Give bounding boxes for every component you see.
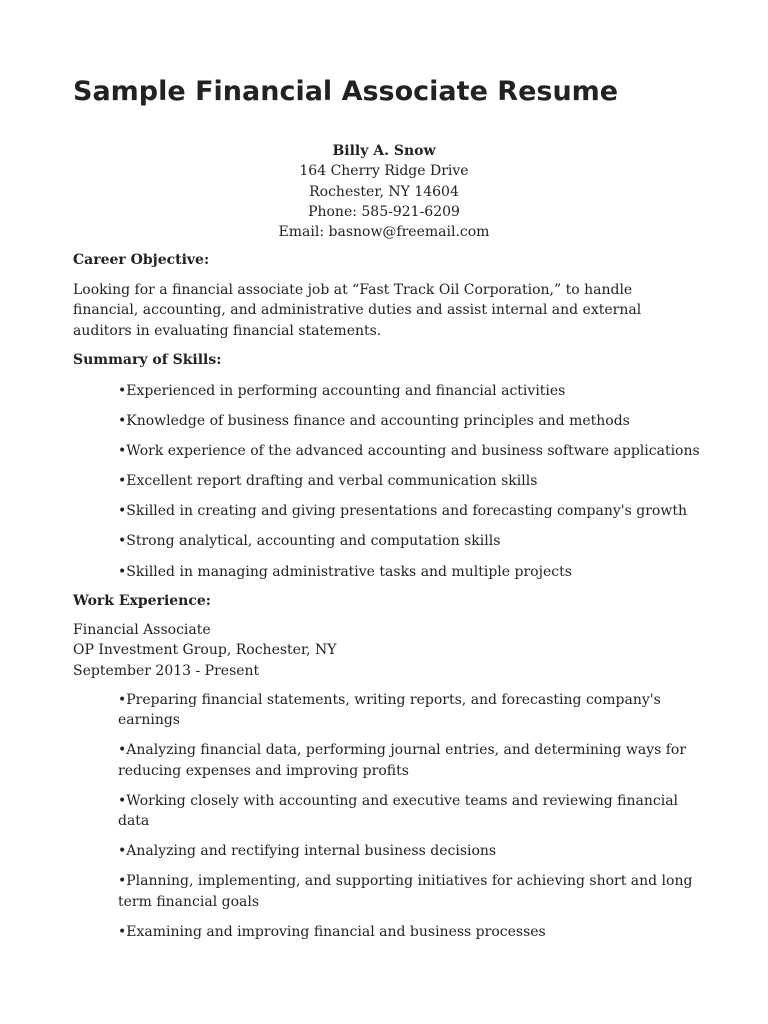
skill-text: Strong analytical, accounting and computation skills <box>126 533 501 550</box>
work-duties-list <box>118 690 703 942</box>
list-item <box>118 411 703 431</box>
duty-text: Analyzing and rectifying internal business decisions <box>126 843 497 860</box>
bullet-icon: • <box>118 843 127 860</box>
job-period: September 2013 - Present <box>73 662 260 679</box>
list-item <box>118 381 703 401</box>
skill-text: Excellent report drafting and verbal communication skills <box>126 473 538 490</box>
duty-text: Analyzing financial data, performing journal entries, and determining ways for reducing expenses and improving profits <box>118 742 687 779</box>
work-experience-heading: Work Experience: <box>73 593 211 609</box>
bullet-icon: • <box>118 742 127 759</box>
skill-text: Knowledge of business finance and accounting principles and methods <box>126 413 630 430</box>
list-item <box>118 740 703 781</box>
contact-phone: Phone: 585-921-6209 <box>308 203 460 220</box>
job-block <box>73 620 693 681</box>
duty-text: Examining and improving financial and business processes <box>126 923 546 940</box>
skills-list <box>118 381 703 582</box>
contact-email: Email: basnow@freemail.com <box>278 224 490 241</box>
duty-text: Working closely with accounting and executive teams and reviewing financial data <box>118 792 679 830</box>
list-item <box>118 871 703 912</box>
list-item <box>118 791 703 832</box>
duty-text: Preparing financial statements, writing reports, and forecasting company's earnings <box>118 692 661 729</box>
career-objective-heading: Career Objective: <box>73 252 210 268</box>
bullet-icon: • <box>118 383 127 399</box>
duty-text: Planning, implementing, and supporting initiatives for achieving short and long term financial goals <box>118 873 693 910</box>
list-item <box>118 562 703 582</box>
contact-name: Billy A. Snow <box>332 143 436 159</box>
list-item <box>118 471 703 491</box>
contact-block <box>73 141 695 242</box>
skill-text: Work experience of the advanced accounting and business software applications <box>126 443 700 460</box>
bullet-icon: • <box>118 473 127 490</box>
bullet-icon: • <box>118 443 127 460</box>
job-company: OP Investment Group, Rochester, NY <box>73 642 337 659</box>
bullet-icon: • <box>118 792 127 809</box>
bullet-icon: • <box>118 563 127 580</box>
list-item <box>118 441 703 461</box>
list-item <box>118 690 703 731</box>
document-title: Sample Financial Associate Resume <box>73 76 619 107</box>
skill-text: Skilled in managing administrative tasks and multiple projects <box>126 563 572 580</box>
list-item <box>118 841 703 861</box>
bullet-icon: • <box>118 503 127 520</box>
contact-address-line2: Rochester, NY 14604 <box>309 183 459 200</box>
bullet-icon: • <box>118 692 127 708</box>
list-item <box>118 922 703 942</box>
list-item <box>118 531 703 551</box>
bullet-icon: • <box>118 873 127 890</box>
list-item <box>118 501 703 521</box>
bullet-icon: • <box>118 923 127 940</box>
job-title: Financial Associate <box>73 622 211 638</box>
career-objective-text: Looking for a financial associate job at “Fast Track Oil Corporation,” to handle financial, accounting, and administrative duties and assist internal and external auditors in evaluating financial statements. <box>73 282 642 339</box>
skill-text: Experienced in performing accounting and financial activities <box>126 383 566 399</box>
contact-address-line1: 164 Cherry Ridge Drive <box>299 163 469 180</box>
skills-heading: Summary of Skills: <box>73 352 222 368</box>
skill-text: Skilled in creating and giving presentations and forecasting company's growth <box>126 503 687 520</box>
bullet-icon: • <box>118 533 127 550</box>
bullet-icon: • <box>118 413 127 430</box>
